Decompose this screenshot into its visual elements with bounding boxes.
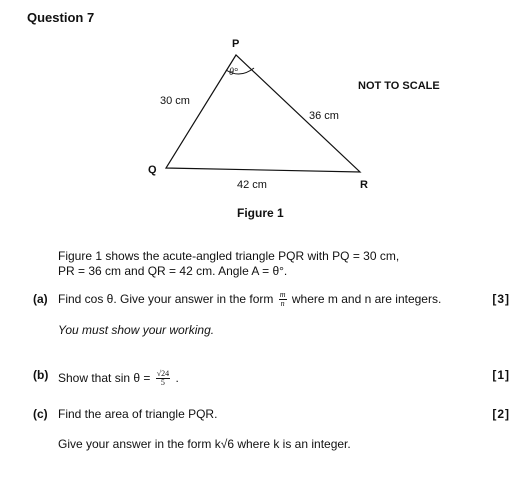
part-c-instruction: Give your answer in the form k√6 where k is an integer. — [58, 437, 351, 451]
part-c-question: Find the area of triangle PQR. — [58, 407, 218, 421]
intro-paragraph — [58, 249, 399, 279]
part-b-question — [58, 368, 179, 388]
part-a-text-after: where m and n are integers. — [291, 292, 442, 306]
part-b-text-after: . — [175, 371, 179, 385]
part-c-marks: [2] — [492, 407, 510, 421]
figure-caption: Figure 1 — [237, 206, 284, 220]
part-a-fraction — [279, 291, 287, 308]
angle-label: θ° — [229, 67, 238, 78]
part-a-question — [58, 290, 441, 308]
not-to-scale-note: NOT TO SCALE — [358, 80, 440, 92]
vertex-r-label: R — [360, 179, 368, 191]
part-b-frac-num: √24 — [156, 369, 170, 379]
intro-line-2: PR = 36 cm and QR = 42 cm. Angle A = θ°. — [58, 264, 288, 278]
part-b-fraction — [156, 370, 170, 387]
part-a-label: (a) — [33, 292, 48, 306]
question-title: Question 7 — [27, 10, 95, 25]
part-a-instruction: You must show your working. — [58, 323, 215, 337]
triangle-figure — [0, 0, 520, 230]
part-a-frac-den: n — [280, 299, 285, 309]
part-b-frac-den: 5 — [160, 378, 165, 388]
part-a-frac-num: m — [279, 290, 286, 300]
part-b-label: (b) — [33, 368, 49, 382]
vertex-p-label: P — [232, 38, 240, 50]
side-qr-label: 42 cm — [237, 179, 267, 191]
part-a-marks: [3] — [492, 292, 510, 306]
side-pq-label: 30 cm — [160, 95, 190, 107]
intro-line-1: Figure 1 shows the acute-angled triangle PQR with PQ = 30 cm, — [58, 249, 400, 263]
side-pr-label: 36 cm — [309, 110, 339, 122]
part-b-marks: [1] — [492, 368, 510, 382]
part-c-label: (c) — [33, 407, 48, 421]
part-a-text-before: Find cos θ. Give your answer in the form — [58, 292, 274, 306]
vertex-q-label: Q — [148, 164, 157, 176]
part-b-text-before: Show that sin θ = — [58, 371, 151, 385]
